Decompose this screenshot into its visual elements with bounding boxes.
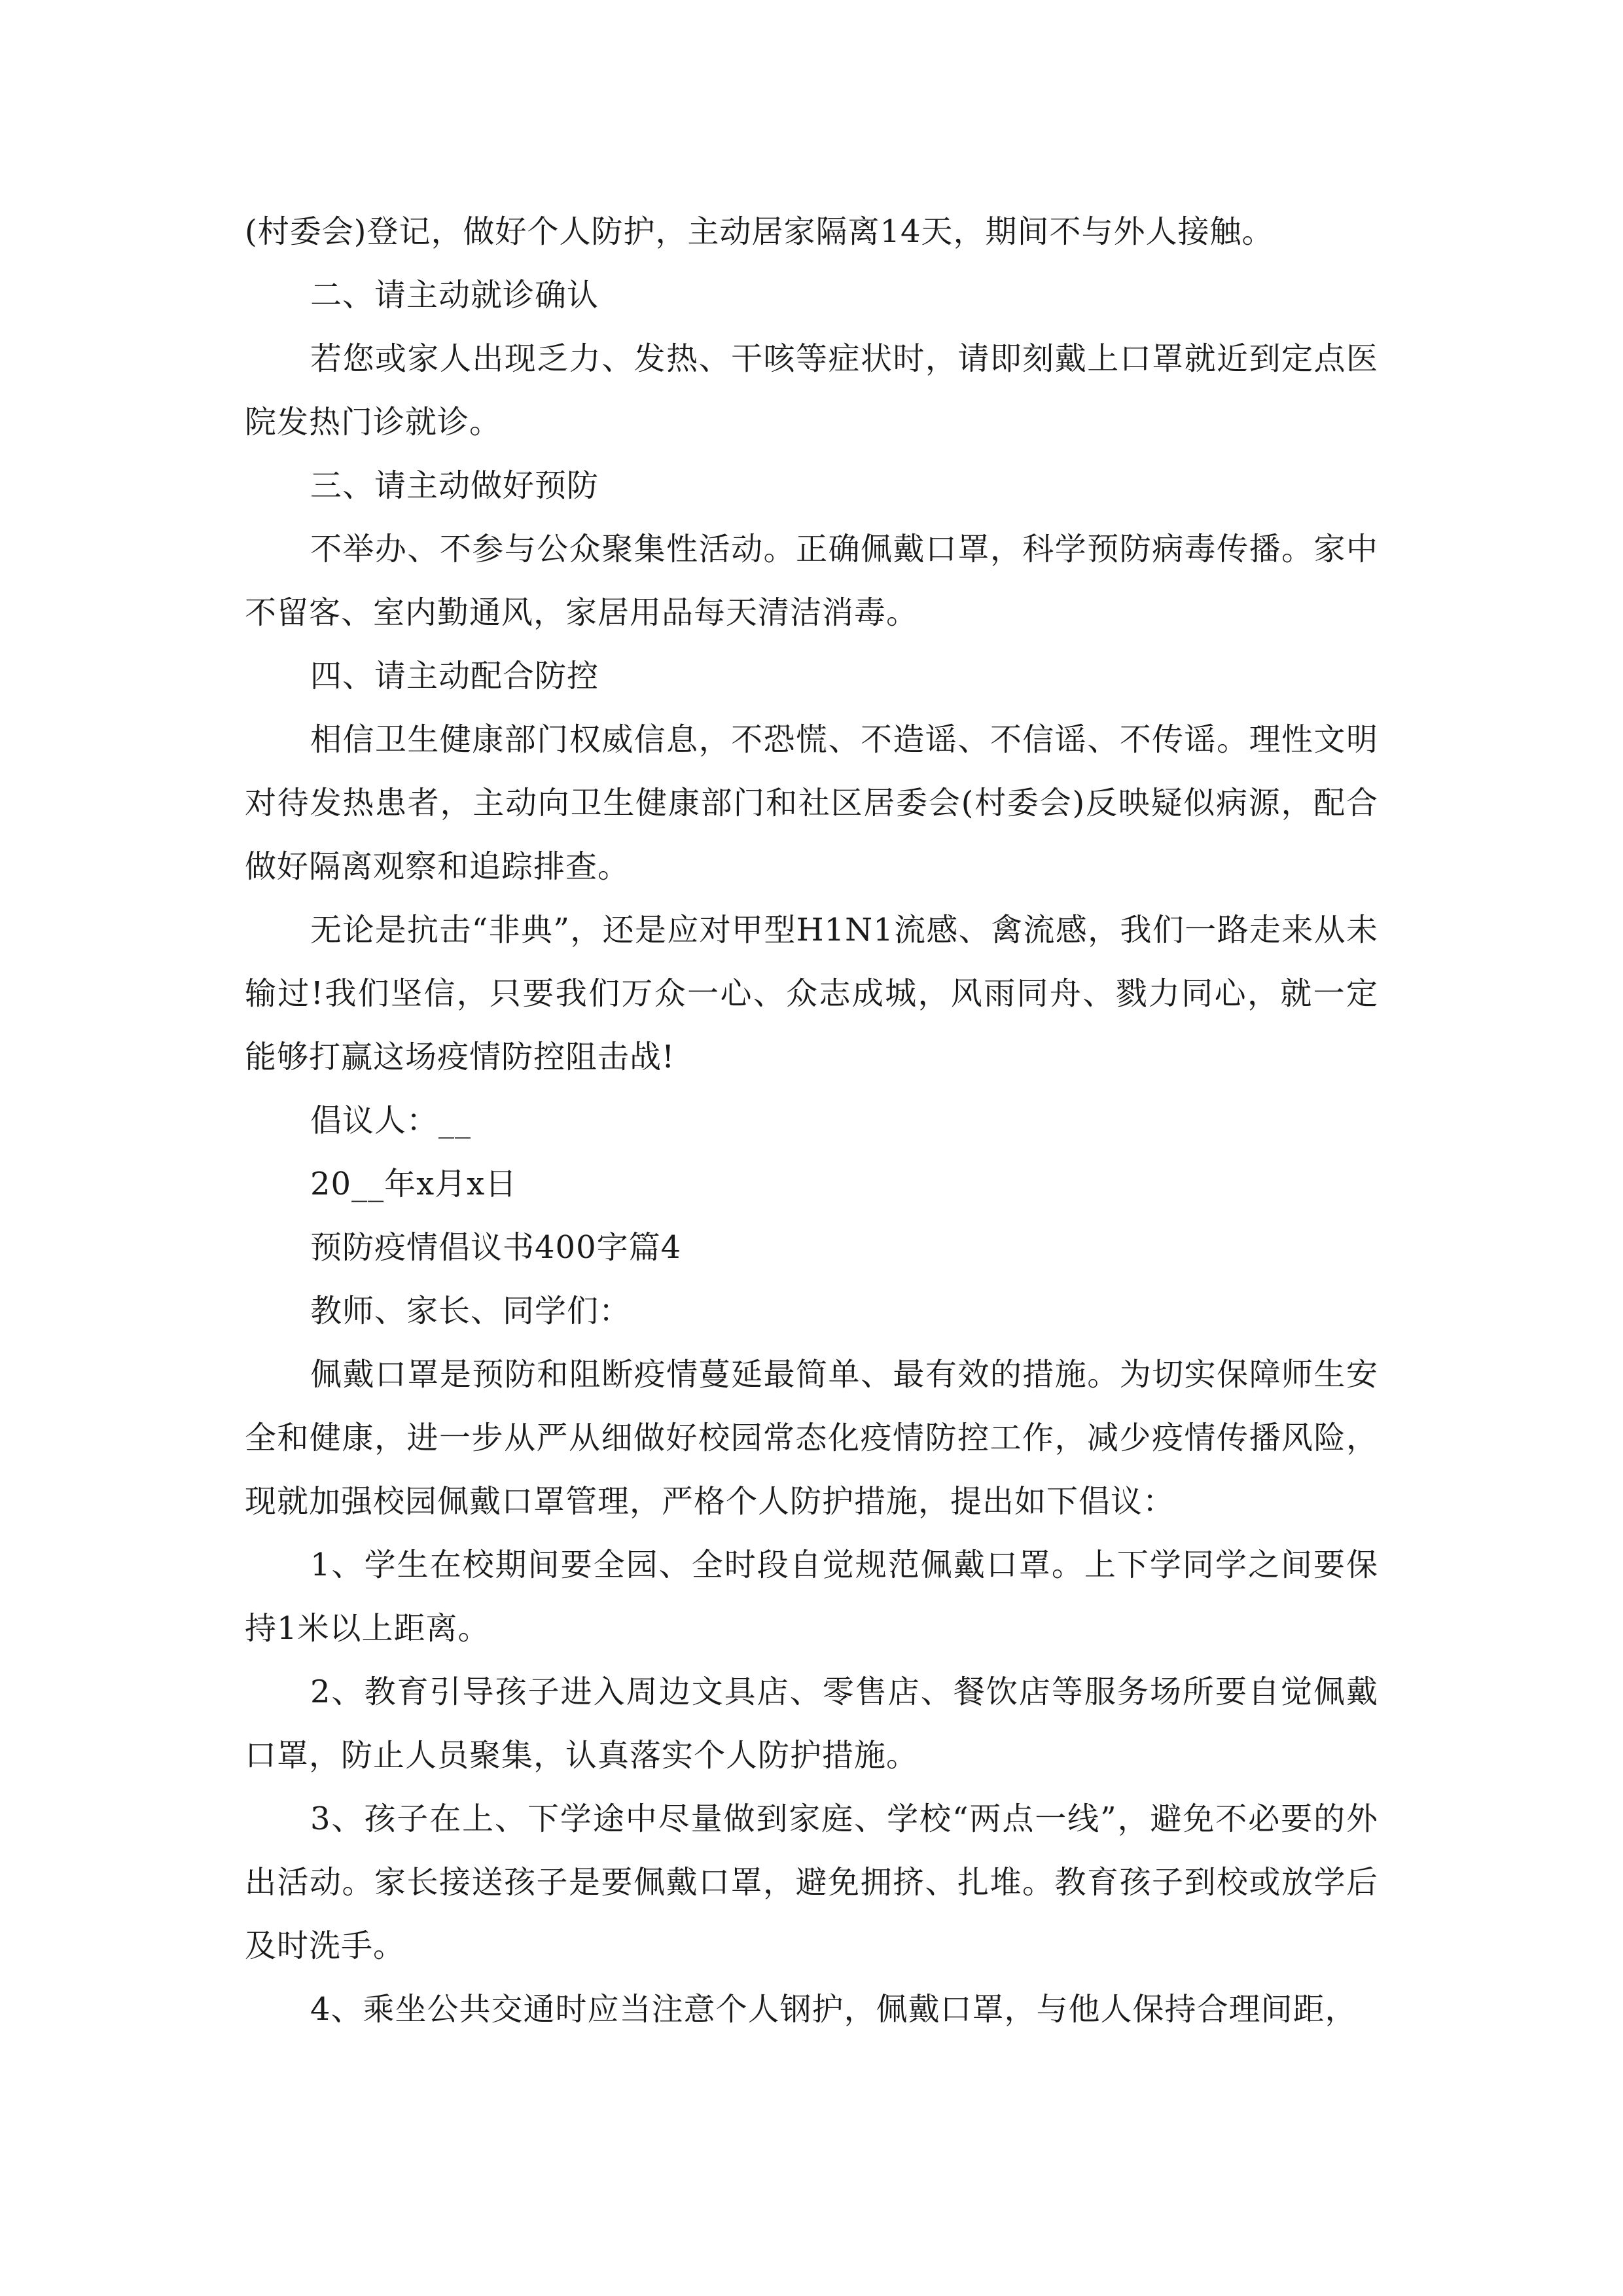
list-item-4: 4、乘坐公共交通时应当注意个人钢护，佩戴口罩，与他人保持合理间距， bbox=[310, 1991, 1357, 2028]
initiator-line: 倡议人：__ bbox=[310, 1102, 472, 1139]
document-body bbox=[245, 200, 1378, 2041]
date-line: 20__年x月x日 bbox=[310, 1166, 518, 1202]
list-item-1: 1、学生在校期间要全园、全时段自觉规范佩戴口罩。上下学同学之间要保持1米以上距离。 bbox=[245, 1547, 1378, 1647]
salutation: 教师、家长、同学们： bbox=[310, 1293, 632, 1329]
paragraph-continuation: (村委会)登记，做好个人防护，主动居家隔离14天，期间不与外人接触。 bbox=[245, 213, 1274, 250]
paragraph: 相信卫生健康部门权威信息，不恐慌、不造谣、不信谣、不传谣。理性文明对待发热患者，主动向卫生健康部门和社区居委会(村委会)反映疑似病源，配合做好隔离观察和追踪排查。 bbox=[245, 721, 1378, 885]
article-title: 预防疫情倡议书400字篇4 bbox=[310, 1229, 682, 1266]
section-heading-2: 二、请主动就诊确认 bbox=[310, 277, 599, 314]
list-item-3: 3、孩子在上、下学途中尽量做到家庭、学校“两点一线”，避免不必要的外出活动。家长接送孩子是要佩戴口罩，避免拥挤、扎堆。教育孩子到校或放学后及时洗手。 bbox=[245, 1801, 1378, 1964]
list-item-2: 2、教育引导孩子进入周边文具店、零售店、餐饮店等服务场所要自觉佩戴口罩，防止人员聚集，认真落实个人防护措施。 bbox=[245, 1674, 1378, 1774]
paragraph: 佩戴口罩是预防和阻断疫情蔓延最简单、最有效的措施。为切实保障师生安全和健康，进一步从严从细做好校园常态化疫情防控工作，减少疫情传播风险，现就加强校园佩戴口罩管理，严格个人防护措施，提出如下倡议： bbox=[245, 1356, 1378, 1520]
section-heading-4: 四、请主动配合防控 bbox=[310, 658, 599, 694]
section-heading-3: 三、请主动做好预防 bbox=[310, 467, 599, 504]
paragraph: 不举办、不参与公众聚集性活动。正确佩戴口罩，科学预防病毒传播。家中不留客、室内勤通风，家居用品每天清洁消毒。 bbox=[245, 531, 1378, 631]
paragraph: 无论是抗击“非典”，还是应对甲型H1N1流感、禽流感，我们一路走来从未输过!我们坚信，只要我们万众一心、众志成城，风雨同舟、戮力同心，就一定能够打赢这场疫情防控阻击战! bbox=[245, 912, 1378, 1075]
paragraph: 若您或家人出现乏力、发热、干咳等症状时，请即刻戴上口罩就近到定点医院发热门诊就诊。 bbox=[245, 340, 1378, 440]
